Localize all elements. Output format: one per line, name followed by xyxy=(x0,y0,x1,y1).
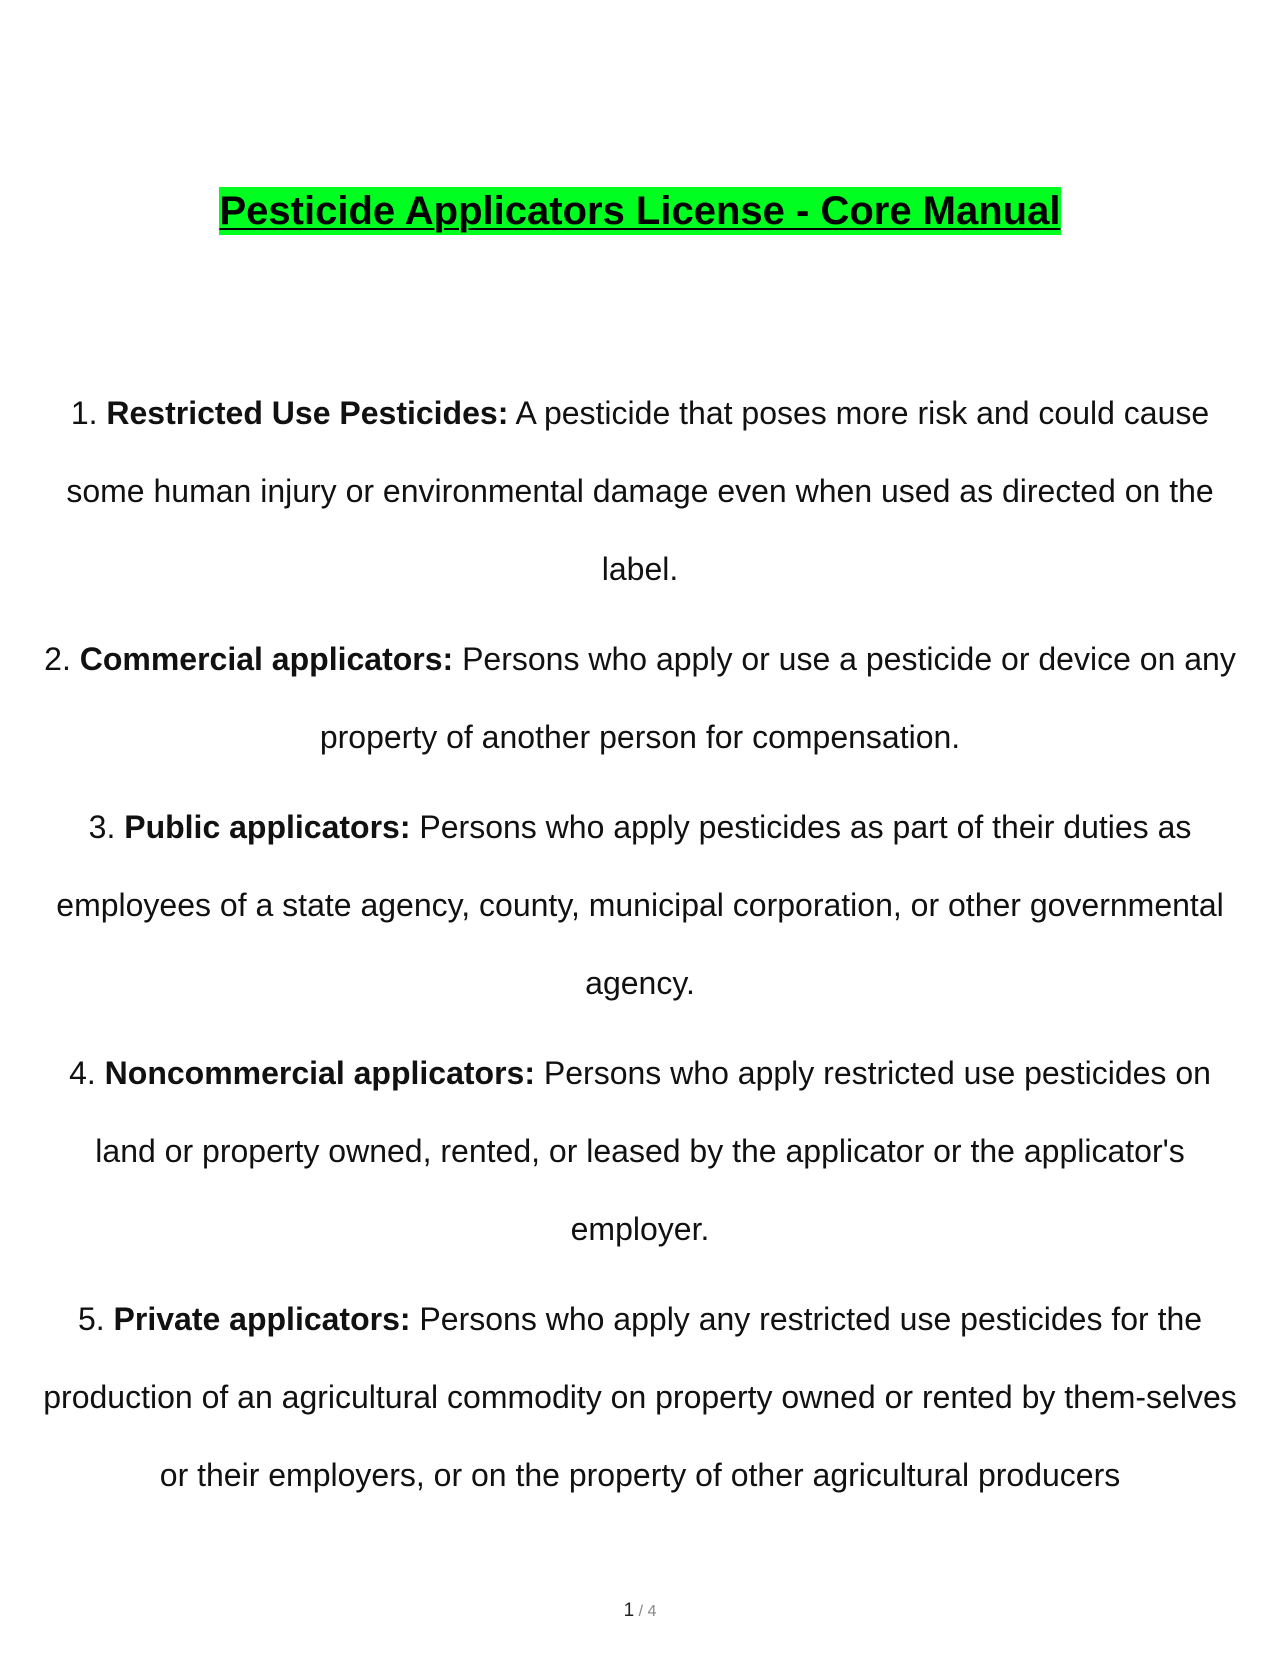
list-item xyxy=(38,374,1242,608)
item-description: Persons who apply pesticides as part of their duties as employees of a state agency, county, municipal corporation, or other governmental agency. xyxy=(56,809,1224,1001)
item-number: 1. xyxy=(70,395,98,431)
title-container xyxy=(0,187,1280,235)
item-term: Noncommercial applicators: xyxy=(104,1055,535,1091)
item-number: 2. xyxy=(44,641,71,677)
list-item xyxy=(38,1034,1242,1268)
item-description: Persons who apply any restricted use pesticides for the production of an agricultural commodity on property owned or rented by them-selves or their employers, or on the property of other agricultural producers xyxy=(43,1301,1237,1493)
list-item xyxy=(38,1280,1242,1514)
total-pages: 4 xyxy=(647,1603,657,1620)
definitions-list xyxy=(38,374,1242,1526)
item-term: Private applicators: xyxy=(113,1301,411,1337)
item-description: Persons who apply or use a pesticide or device on any property of another person for compensation. xyxy=(319,641,1236,755)
item-term: Commercial applicators: xyxy=(79,641,454,677)
list-item xyxy=(38,620,1242,776)
list-item xyxy=(38,788,1242,1022)
item-description: Persons who apply restricted use pesticides on land or property owned, rented, or leased by the applicator or the applicator's employer. xyxy=(95,1055,1211,1247)
document-title: Pesticide Applicators License - Core Manual xyxy=(219,189,1061,233)
item-description: A pesticide that poses more risk and could cause some human injury or environmental damage even when used as directed on the label. xyxy=(66,395,1214,587)
item-term: Public applicators: xyxy=(124,809,411,845)
page-indicator xyxy=(0,1600,1280,1622)
item-number: 4. xyxy=(69,1055,96,1091)
item-number: 5. xyxy=(77,1301,105,1337)
item-number: 3. xyxy=(88,809,116,845)
item-term: Restricted Use Pesticides: xyxy=(106,395,509,431)
page-separator: / xyxy=(638,1603,644,1620)
current-page-number: 1 xyxy=(623,1600,635,1621)
